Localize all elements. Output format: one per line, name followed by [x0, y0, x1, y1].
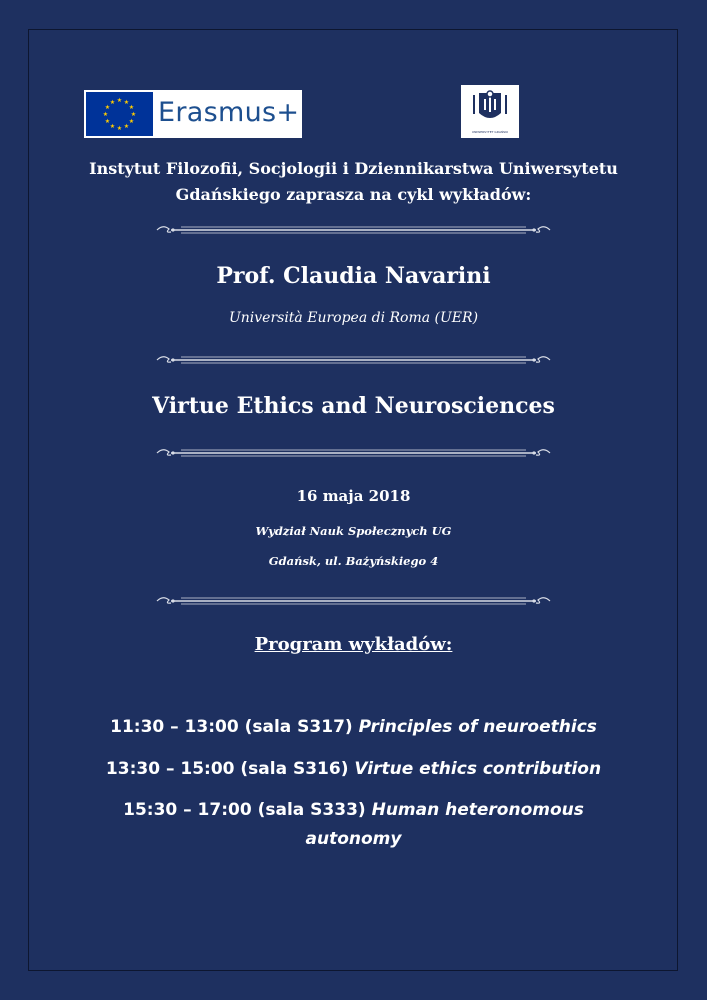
- university-of-gdansk-logo: [461, 85, 519, 138]
- svg-text:★: ★: [116, 125, 123, 132]
- event-faculty: Wydział Nauk Społecznych UG: [255, 524, 452, 538]
- session-room: (sala S317): [244, 717, 353, 737]
- invitation-line-1: Instytut Filozofii, Socjologii i Dziennikarstwa Uniwersytetu: [89, 159, 618, 178]
- session-time: 11:30 – 13:00: [110, 717, 239, 737]
- session-topic: Principles of neuroethics: [358, 717, 597, 737]
- ornamental-divider: [155, 446, 552, 460]
- invitation-text: [60, 156, 647, 208]
- event-date: 16 maja 2018: [296, 487, 411, 505]
- svg-text:★: ★: [116, 97, 123, 104]
- svg-text:★: ★: [109, 123, 116, 130]
- svg-text:★: ★: [130, 111, 137, 118]
- session-topic: Human heteronomous autonomy: [305, 800, 584, 849]
- svg-text:★: ★: [123, 99, 130, 106]
- ornamental-divider: [155, 353, 552, 367]
- erasmus-logo-text: Erasmus+: [158, 97, 300, 128]
- session-room: (sala S316): [240, 759, 349, 779]
- speaker-name: Prof. Claudia Navarini: [216, 263, 491, 289]
- schedule-item: [60, 755, 647, 784]
- lecture-title: Virtue Ethics and Neurosciences: [152, 393, 555, 419]
- university-logo-caption: UNIWERSYTET GDAŃSKI: [471, 130, 509, 134]
- event-address: Gdańsk, ul. Bażyńskiego 4: [268, 554, 439, 568]
- ornamental-divider: [155, 594, 552, 608]
- eu-flag-icon: [86, 92, 153, 136]
- speaker-affiliation: Università Europea di Roma (UER): [228, 310, 479, 326]
- svg-text:★: ★: [104, 118, 111, 125]
- svg-text:★: ★: [104, 104, 111, 111]
- svg-text:★: ★: [109, 99, 116, 106]
- university-emblem-icon: [461, 85, 519, 129]
- program-heading: Program wykładów:: [254, 634, 453, 655]
- svg-text:★: ★: [128, 118, 135, 125]
- svg-text:★: ★: [102, 111, 109, 118]
- session-topic: Virtue ethics contribution: [354, 759, 602, 779]
- schedule-item: [60, 713, 647, 742]
- ornamental-divider: [155, 223, 552, 237]
- session-time: 15:30 – 17:00: [123, 800, 252, 820]
- erasmus-plus-logo: [84, 90, 302, 138]
- svg-text:★: ★: [123, 123, 130, 130]
- svg-text:★: ★: [128, 104, 135, 111]
- session-room: (sala S333): [257, 800, 366, 820]
- schedule-item: [60, 796, 647, 854]
- invitation-line-2: Gdańskiego zaprasza na cykl wykładów:: [175, 185, 532, 204]
- session-time: 13:30 – 15:00: [105, 759, 235, 779]
